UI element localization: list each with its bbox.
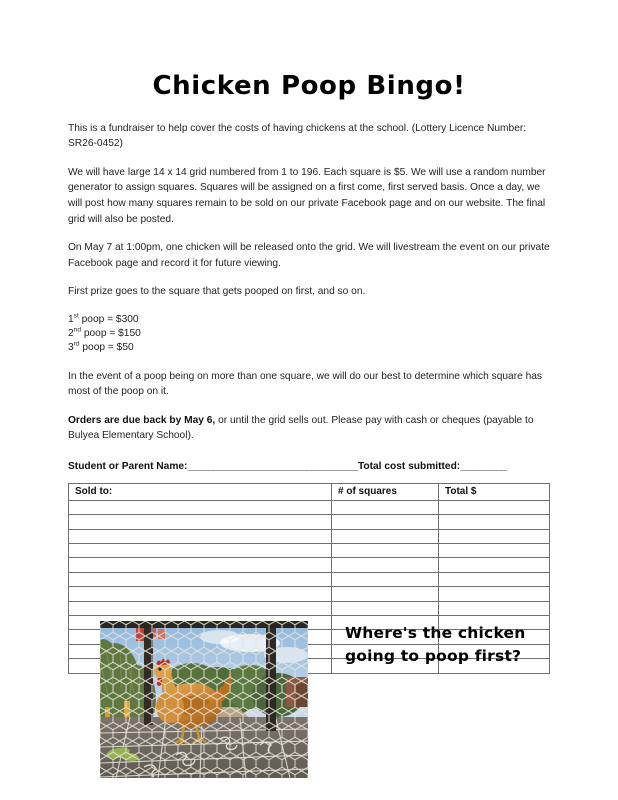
prize-item-1 xyxy=(68,313,550,327)
paragraph-grid-details: We will have large 14 x 14 grid numbered from 1 to 196. Each square is $5. We will use a random number generator to assign squares. Squares will be assigned on a first come, first served basis. Once a day, we will post how many squares remain to be sold on our private Facebook page and on our website. The final grid will also be posted. xyxy=(68,166,546,225)
table-row[interactable] xyxy=(69,529,550,543)
prize-ordinal: 3 xyxy=(68,342,74,354)
table-row[interactable] xyxy=(69,587,550,601)
cell-total[interactable] xyxy=(439,500,550,514)
column-header-sold-to: Sold to: xyxy=(69,483,332,500)
total-cost-label: Total cost submitted: xyxy=(357,460,461,472)
form-entry-line xyxy=(68,444,550,474)
cell-num-squares[interactable] xyxy=(332,529,439,543)
cell-sold-to[interactable] xyxy=(69,587,332,601)
cell-num-squares[interactable] xyxy=(332,515,439,529)
total-cost-input-rule[interactable]: _________ xyxy=(460,460,507,472)
prize-ordinal-suffix: rd xyxy=(73,340,80,348)
prize-amount: $50 xyxy=(116,342,134,354)
cell-total[interactable] xyxy=(439,572,550,586)
prize-ordinal-suffix: st xyxy=(73,312,79,320)
photo-caption xyxy=(345,622,595,668)
prize-label: poop = xyxy=(81,328,119,340)
prize-label: poop = xyxy=(78,313,116,325)
prize-item-2 xyxy=(68,327,550,341)
cell-sold-to[interactable] xyxy=(69,572,332,586)
prize-amount: $300 xyxy=(115,313,139,325)
prize-label: poop = xyxy=(79,342,117,354)
cell-num-squares[interactable] xyxy=(332,544,439,558)
cell-total[interactable] xyxy=(439,558,550,572)
cell-total[interactable] xyxy=(439,601,550,615)
student-name-label: Student or Parent Name: xyxy=(68,460,188,472)
table-row[interactable] xyxy=(69,500,550,514)
cell-sold-to[interactable] xyxy=(69,601,332,615)
orders-due-rest: or until the grid sells out. Please pay with cash or cheques (payable to Bulyea Elementary School). xyxy=(68,414,534,442)
paragraph-orders-due xyxy=(68,400,550,444)
cell-num-squares[interactable] xyxy=(332,558,439,572)
cell-sold-to[interactable] xyxy=(69,500,332,514)
table-row[interactable] xyxy=(69,515,550,529)
paragraph-fundraiser-intro: This is a fundraiser to help cover the costs of having chickens at the school. (Lottery Licence Number: SR26-0452) xyxy=(68,122,527,150)
prize-ordinal: 2 xyxy=(68,328,74,340)
cell-num-squares[interactable] xyxy=(332,500,439,514)
document-content xyxy=(68,0,550,674)
paragraph-tie-rule: In the event of a poop being on more than one square, we will do our best to determine which square has most of the poop on it. xyxy=(68,370,543,398)
cell-num-squares[interactable] xyxy=(332,601,439,615)
chicken-photo xyxy=(100,621,308,778)
table-row[interactable] xyxy=(69,558,550,572)
prize-list xyxy=(68,300,550,356)
bottom-section xyxy=(0,616,618,800)
table-row[interactable] xyxy=(69,544,550,558)
paragraph-first-prize: First prize goes to the square that gets pooped on first, and so on. xyxy=(68,286,366,298)
cell-total[interactable] xyxy=(439,515,550,529)
table-row[interactable] xyxy=(69,601,550,615)
cell-num-squares[interactable] xyxy=(332,572,439,586)
cell-total[interactable] xyxy=(439,529,550,543)
cell-total[interactable] xyxy=(439,587,550,601)
cell-total[interactable] xyxy=(439,544,550,558)
cell-sold-to[interactable] xyxy=(69,558,332,572)
prize-amount: $150 xyxy=(118,328,141,340)
orders-due-bold: Orders are due back by May 6, xyxy=(68,414,216,426)
cell-num-squares[interactable] xyxy=(332,587,439,601)
cell-sold-to[interactable] xyxy=(69,515,332,529)
orders-table-head xyxy=(69,483,550,500)
column-header-num-squares: # of squares xyxy=(332,483,439,500)
caption-line-2: going to poop first? xyxy=(345,647,522,665)
student-name-input-rule[interactable]: _________________________________ xyxy=(187,460,358,472)
prize-item-3 xyxy=(68,341,550,355)
column-header-total: Total $ xyxy=(439,483,550,500)
page-title: Chicken Poop Bingo! xyxy=(152,71,466,101)
prize-ordinal-suffix: nd xyxy=(73,326,82,334)
caption-line-1: Where's the chicken xyxy=(345,624,526,642)
cell-sold-to[interactable] xyxy=(69,544,332,558)
table-header-row xyxy=(69,483,550,500)
cell-sold-to[interactable] xyxy=(69,529,332,543)
prize-ordinal: 1 xyxy=(68,313,74,325)
table-row[interactable] xyxy=(69,572,550,586)
paragraph-event-date: On May 7 at 1:00pm, one chicken will be released onto the grid. We will livestream the event on our private Facebook page and record it for future viewing. xyxy=(68,242,550,269)
chicken-photo-graphic xyxy=(100,621,308,778)
